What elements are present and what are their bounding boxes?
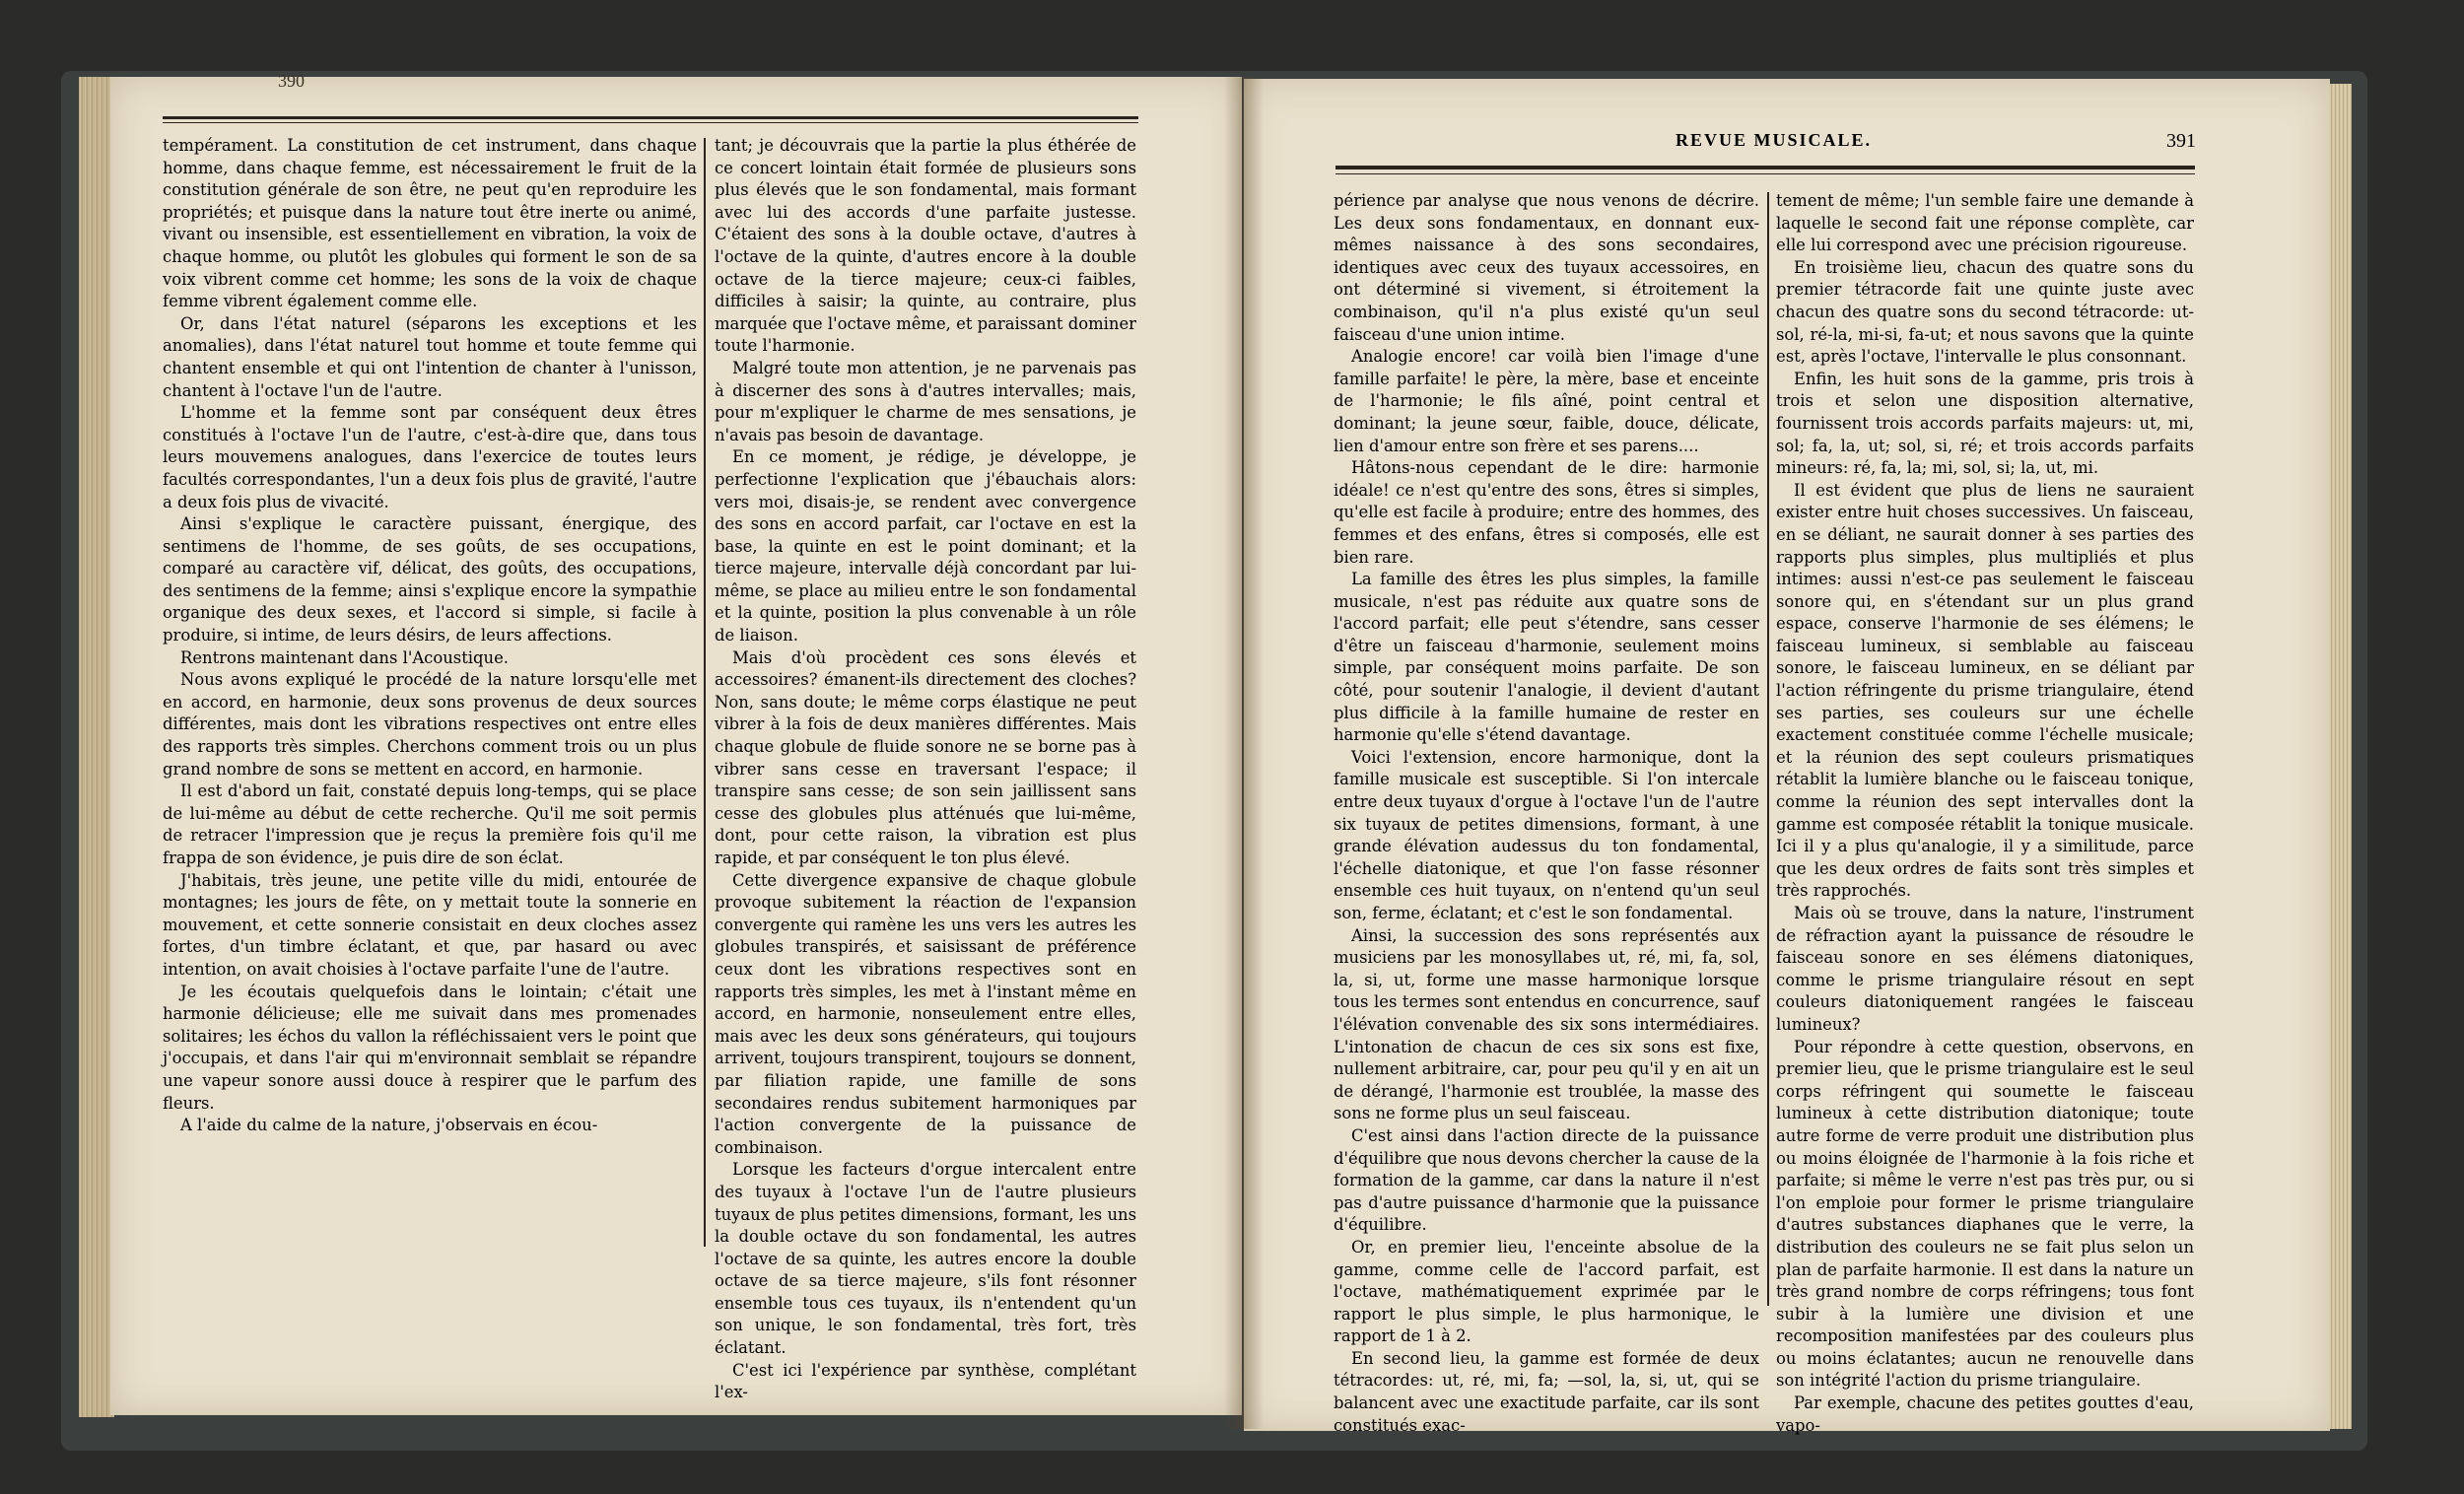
paragraph: J'habitais, très jeune, une petite ville du midi, entourée de montagnes; les jours de fête, on y mettait toute la sonnerie en mouvement, et cette sonnerie consistait en deux cloches assez fortes, d'un timbre éclatant, et que, par hasard ou avec intention, on avait choisies à l'octave parfaite l'une de l'autre. xyxy=(163,870,697,979)
left-column-1 xyxy=(163,135,697,1137)
left-header-rule-thin xyxy=(163,122,1138,123)
left-column-2 xyxy=(715,135,1136,1404)
paragraph: Voici l'extension, encore harmonique, dont la famille musicale est susceptible. Si l'on intercale entre deux tuyaux d'orgue à l'octave l'un de l'autre six tuyaux de petites dimensions, formant, à une grande élévation audessus du ton fondamental, l'échelle diatonique, et que l'on fasse résonner ensemble ces huit tuyaux, on n'entend qu'un seul son, ferme, éclatant; et c'est le son fondamental. xyxy=(1334,747,1759,922)
paragraph: En ce moment, je rédige, je développe, je perfectionne l'explication que j'ébauchais alors: vers moi, disais-je, se rendent avec convergence des sons en accord parfait, car l'octave en est la base, la quinte en est le point dominant; et la tierce majeure, intervalle déjà concordant par lui-même, se place au milieu entre le son fondamental et la quinte, position la plus convenable à un rôle de liaison. xyxy=(715,447,1136,645)
left-page-edges xyxy=(79,77,114,1417)
paragraph: Pour répondre à cette question, observons, en premier lieu, que le prisme triangulaire est le seul corps réfringent qui soumette le faisceau lumineux à cette distribution diatonique; toute autre forme de verre produit une distribution plus ou moins éloignée de l'harmonie à la fois riche et parfaite; si même le verre n'est pas très pur, ou si l'on emploie pour former le prisme triangulaire d'autres substances diaphanes que le verre, la distribution des couleurs ne se fait plus selon un plan de parfaite harmonie. Il est dans la nature un très grand nombre de corps réfringens; tous font subir à la lumière une division et une recomposition manifestées par des couleurs plus ou moins éclatantes; aucun ne renouvelle dans son intégrité l'action du prisme triangulaire. xyxy=(1776,1037,2194,1391)
paragraph: C'est ici l'expérience par synthèse, complétant l'ex- xyxy=(715,1360,1136,1402)
paragraph: Or, dans l'état naturel (séparons les exceptions et les anomalies), dans l'état naturel tout homme et toute femme qui chantent ensemble et qui ont l'intention de chanter à l'unisson, chantent à l'octave l'un de l'autre. xyxy=(163,313,697,400)
paragraph: En second lieu, la gamme est formée de deux tétracordes: ut, ré, mi, fa; —sol, la, si, ut, qui se balancent avec une exactitude parfaite, car ils sont constitués exac- xyxy=(1334,1348,1759,1435)
right-page-number: 391 xyxy=(2166,130,2196,152)
paragraph: Mais où se trouve, dans la nature, l'instrument de réfraction ayant la puissance de résoudre le faisceau sonore en ses élémens diatoniques, comme le prisme triangulaire résout en sept couleurs diatoniquement rangées le faisceau lumineux? xyxy=(1776,904,2194,1034)
paragraph: Il est d'abord un fait, constaté depuis long-temps, qui se place de lui-même au début de cette recherche. Qu'il me soit permis de retracer l'impression que je reçus la première fois qu'il me frappa de son évidence, je puis dire de son éclat. xyxy=(163,781,697,867)
right-header-rule-thin xyxy=(1335,173,2195,174)
paragraph: Malgré toute mon attention, je ne parvenais pas à discerner des sons à d'autres intervalles; mais, pour m'expliquer le charme de mes sensations, je n'avais pas besoin de davantage. xyxy=(715,358,1136,444)
paragraph: C'est ainsi dans l'action directe de la puissance d'équilibre que nous devons chercher la cause de la formation de la gamme, car dans la nature il n'est pas d'autre puissance d'harmonie que la puissance d'équilibre. xyxy=(1334,1125,1759,1235)
paragraph: Enfin, les huit sons de la gamme, pris trois à trois et selon une disposition alternative, fournissent trois accords parfaits majeurs: ut, mi, sol; fa, la, ut; sol, si, ré; et trois accords parfaits mineurs: ré, fa, la; mi, sol, si; la, ut, mi. xyxy=(1776,369,2194,478)
paragraph: Or, en premier lieu, l'enceinte absolue de la gamme, comme celle de l'accord parfait, est l'octave, mathématiquement exprimée par le rapport le plus simple, le plus harmonique, le rapport de 1 à 2. xyxy=(1334,1237,1759,1346)
paragraph: Ainsi, la succession des sons représentés aux musiciens par les monosyllabes ut, ré, mi, fa, sol, la, si, ut, forme une masse harmonique lorsque tous les termes sont entendus en concurrence, sauf l'élévation convenable des six sons intermédiaires. L'intonation de chacun de ces six sons est fixe, nullement arbitraire, car, pour peu qu'il y en ait un de dérangé, l'harmonie est troublée, la masse des sons ne forme plus un seul faisceau. xyxy=(1334,925,1759,1123)
paragraph: Hâtons-nous cependant de le dire: harmonie idéale! ce n'est qu'entre des sons, êtres si simples, qu'elle est facile à produire; entre des hommes, des femmes et des enfans, êtres si composés, elle est bien rare. xyxy=(1334,458,1759,567)
left-page-number: 390 xyxy=(278,71,305,91)
paragraph: La famille des êtres les plus simples, la famille musicale, n'est pas réduite aux quatre sons de l'accord parfait; elle peut s'étendre, sans cesser d'être un faisceau d'harmonie, seulement moins simple, par conséquent moins parfaite. De son côté, pour soutenir l'analogie, il devient d'autant plus difficile à la famille humaine de rester en harmonie qu'elle s'étend davantage. xyxy=(1334,570,1759,745)
right-page-edges xyxy=(2328,84,2352,1429)
paragraph: périence par analyse que nous venons de décrire. Les deux sons fondamentaux, en donnant eux-mêmes naissance à des sons secondaires, identiques avec ceux des tuyaux accessoires, en ont déterminé si vivement, si étroitement la combinaison, qu'il n'a plus existé qu'un seul faisceau d'une union intime. xyxy=(1334,191,1759,344)
left-column-divider xyxy=(704,138,706,1247)
paragraph: Ainsi s'explique le caractère puissant, énergique, des sentimens de l'homme, de ses goûts, de ses occupations, comparé au caractère vif, délicat, des goûts, des occupations, des sentimens de la femme; ainsi s'explique encore la sympathie organique des deux sexes, et l'accord si simple, si facile à produire, si intime, de leurs désirs, de leurs affections. xyxy=(163,514,697,645)
right-column-divider xyxy=(1767,192,1769,1306)
paragraph: Je les écoutais quelquefois dans le lointain; c'était une harmonie délicieuse; elle me suivait dans mes promenades solitaires; les échos du vallon la réfléchissaient vers le point que j'occupais, et dans l'air qui m'environnait semblait se répandre une vapeur sonore aussi douce à respirer que le parfum des fleurs. xyxy=(163,982,697,1113)
paragraph: Rentrons maintenant dans l'Acoustique. xyxy=(180,647,509,667)
paragraph: A l'aide du calme de la nature, j'observais en écou- xyxy=(180,1116,598,1135)
right-header-rule xyxy=(1335,166,2195,170)
paragraph: tempérament. La constitution de cet instrument, dans chaque homme, dans chaque femme, est nécessairement le fruit de la constitution générale de son être, ne peut qu'en reproduire les propriétés; et puisque dans la nature tout être inerte ou animé, vivant ou insensible, est essentiellement en vibration, la voix de chaque homme, ou plutôt les globules qui forment le son de sa voix vibrent comme cet homme; les sons de la voix de chaque femme vibrent également comme elle. xyxy=(163,136,697,311)
paragraph: Il est évident que plus de liens ne sauraient exister entre huit choses successives. Un faisceau, en se déliant, ne saurait donner à ses parties des rapports plus simples, plus multipliés et plus intimes: aussi n'est-ce pas seulement le faisceau sonore qui, en s'étendant sur un plus grand espace, conserve l'harmonie de ses élémens; le faisceau lumineux, si semblable au faisceau sonore, le faisceau lumineux, en se déliant par l'action réfringente du prisme triangulaire, étend ses parties, ses couleurs sur une échelle exactement constituée comme l'échelle musicale; et la réunion des sept couleurs prismatiques rétablit la lumière blanche ou le faisceau tonique, comme la réunion des sept intervalles dont la gamme est composée rétablit la tonique musicale. Ici il y a plus qu'analogie, il y a similitude, parce que les deux ordres de faits sont très simples et très rapprochés. xyxy=(1776,480,2194,901)
paragraph: Nous avons expliqué le procédé de la nature lorsqu'elle met en accord, en harmonie, deux sons provenus de deux sources différentes, mais dont les vibrations respectives ont entre elles des rapports très simples. Cherchons comment trois ou un plus grand nombre de sons se mettent en accord, en harmonie. xyxy=(163,670,697,779)
left-header-rule xyxy=(163,116,1138,119)
paragraph: Analogie encore! car voilà bien l'image d'une famille parfaite! le père, la mère, base et enceinte de l'harmonie; le fils aîné, point central et dominant; la jeune sœur, faible, douce, délicate, lien d'amour entre son frère et ses parens.... xyxy=(1334,347,1759,455)
paragraph: Par exemple, chacune des petites gouttes d'eau, vapo- xyxy=(1776,1393,2194,1435)
paragraph: Mais d'où procèdent ces sons élevés et accessoires? émanent-ils directement des cloches? Non, sans doute; le même corps élastique ne peut vibrer à la fois de deux manières différentes. Mais chaque globule de fluide sonore ne se borne pas à vibrer sans cesse en traversant l'espace; il transpire sans cesse; de son sein jaillissent sans cesse des globules plus atténués que lui-même, dont, pour cette raison, la vibration est plus rapide, et par conséquent le ton plus élevé. xyxy=(715,647,1136,867)
right-column-2 xyxy=(1776,190,2194,1437)
running-header: REVUE MUSICALE. xyxy=(1676,130,1873,150)
paragraph: Cette divergence expansive de chaque globule provoque subitement la réaction de l'expansion convergente qui ramène les uns vers les autres les globules transpirés, et saisissant de préférence ceux dont les vibrations respectives sont en rapports très simples, les met à l'instant même en accord, en harmonie, nonseulement entre elles, mais avec les deux sons générateurs, qui toujours arrivent, toujours transpirent, toujours se donnent, par filiation rapide, une famille de sons secondaires rendus subitement harmoniques par l'action convergente de la puissance de combinaison. xyxy=(715,870,1136,1157)
right-column-1 xyxy=(1334,190,1759,1437)
paragraph: tement de même; l'un semble faire une demande à laquelle le second fait une réponse complète, car elle lui correspond avec une précision rigoureuse. xyxy=(1776,191,2194,255)
paragraph: tant; je découvrais que la partie la plus éthérée de ce concert lointain était formée de plusieurs sons plus élevés que le son fondamental, mais formant avec lui des accords d'une parfaite justesse. C'étaient des sons à la double octave, d'autres à l'octave de la quinte, d'autres encore à la double octave de la tierce majeure; ceux-ci faibles, difficiles à saisir; la quinte, au contraire, plus marquée que l'octave même, et paraissant dominer toute l'harmonie. xyxy=(715,136,1136,356)
book-gutter xyxy=(1224,77,1264,1429)
paragraph: En troisième lieu, chacun des quatre sons du premier tétracorde fait une quinte juste avec chacun des quatre sons du second tétracorde: ut-sol, ré-la, mi-si, fa-ut; et nous savons que la quinte est, après l'octave, l'intervalle le plus consonnant. xyxy=(1776,257,2194,367)
paragraph: L'homme et la femme sont par conséquent deux êtres constitués à l'octave l'un de l'autre, c'est-à-dire que, dans tous leurs mouvemens analogues, dans l'exercice de toutes leurs facultés correspondantes, l'un a deux fois plus de gravité, l'autre a deux fois plus de vivacité. xyxy=(163,403,697,511)
paragraph: Lorsque les facteurs d'orgue intercalent entre des tuyaux à l'octave l'un de l'autre plusieurs tuyaux de plus petites dimensions, formant, les uns la double octave du son fondamental, les autres l'octave de sa quinte, les autres encore la double octave de sa tierce majeure, s'ils font résonner ensemble tous ces tuyaux, ils n'entendent qu'un son unique, le son fondamental, très fort, très éclatant. xyxy=(715,1160,1136,1358)
